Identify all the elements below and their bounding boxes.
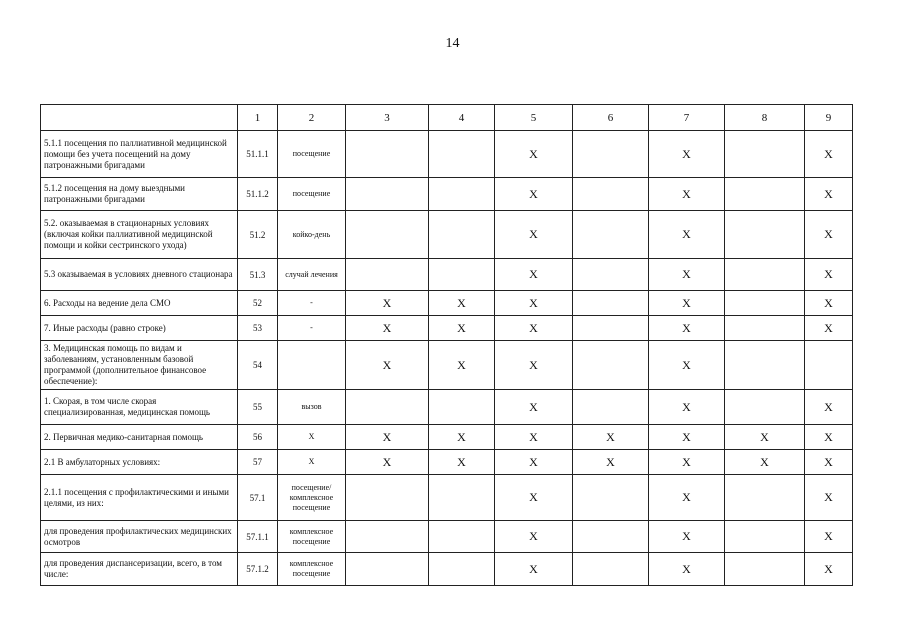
table-row (41, 316, 853, 341)
row-description: для проведения диспансеризации, всего, в том числе: (41, 553, 238, 586)
cell-col-6: X (573, 425, 649, 450)
cell-col-8 (725, 259, 805, 291)
table-row (41, 521, 853, 553)
row-unit: X (278, 425, 346, 450)
row-description: 5.1.1 посещения по паллиативной медицинской помощи без учета посещений на дому патронажными бригадами (41, 131, 238, 178)
cell-col-7: X (649, 553, 725, 586)
row-code: 56 (238, 425, 278, 450)
cell-col-5: X (495, 553, 573, 586)
row-code: 51.2 (238, 211, 278, 259)
cell-col-8 (725, 178, 805, 211)
cell-col-3 (346, 259, 429, 291)
table-row (41, 450, 853, 475)
header-cell-1: 1 (238, 105, 278, 131)
header-cell-9: 9 (805, 105, 853, 131)
cell-col-7: X (649, 341, 725, 390)
cell-col-4: X (429, 425, 495, 450)
cell-col-5: X (495, 131, 573, 178)
cell-col-8: X (725, 450, 805, 475)
cell-col-9: X (805, 450, 853, 475)
cell-col-4 (429, 178, 495, 211)
cell-col-7: X (649, 131, 725, 178)
row-description: 5.1.2 посещения на дому выездными патронажными бригадами (41, 178, 238, 211)
header-cell-desc (41, 105, 238, 131)
cell-col-5: X (495, 259, 573, 291)
cell-col-7: X (649, 211, 725, 259)
cell-col-7: X (649, 390, 725, 425)
table-row (41, 259, 853, 291)
row-unit: - (278, 316, 346, 341)
row-unit: посещение/ комплексное посещение (278, 475, 346, 521)
row-description: 5.3 оказываемая в условиях дневного стационара (41, 259, 238, 291)
cell-col-4 (429, 475, 495, 521)
header-cell-4: 4 (429, 105, 495, 131)
document-table (40, 104, 853, 586)
cell-col-6 (573, 211, 649, 259)
table-row (41, 475, 853, 521)
cell-col-5: X (495, 211, 573, 259)
table-row (41, 211, 853, 259)
cell-col-9: X (805, 425, 853, 450)
cell-col-4: X (429, 450, 495, 475)
cell-col-6 (573, 521, 649, 553)
cell-col-6 (573, 291, 649, 316)
row-unit: посещение (278, 178, 346, 211)
cell-col-9: X (805, 390, 853, 425)
cell-col-6 (573, 553, 649, 586)
cell-col-4 (429, 211, 495, 259)
row-code: 57 (238, 450, 278, 475)
table-row (41, 178, 853, 211)
cell-col-7: X (649, 178, 725, 211)
cell-col-3: X (346, 316, 429, 341)
cell-col-3 (346, 521, 429, 553)
cell-col-6: X (573, 450, 649, 475)
cell-col-6 (573, 390, 649, 425)
cell-col-8 (725, 316, 805, 341)
cell-col-9: X (805, 475, 853, 521)
cell-col-3 (346, 390, 429, 425)
cell-col-9: X (805, 553, 853, 586)
cell-col-8 (725, 475, 805, 521)
row-description: 5.2. оказываемая в стационарных условиях (включая койки паллиативной медицинской помощи и койки сестринского ухода) (41, 211, 238, 259)
row-description: 2. Первичная медико-санитарная помощь (41, 425, 238, 450)
cell-col-7: X (649, 259, 725, 291)
cell-col-5: X (495, 390, 573, 425)
row-description: 6. Расходы на ведение дела СМО (41, 291, 238, 316)
cell-col-8 (725, 553, 805, 586)
cell-col-8 (725, 131, 805, 178)
table-row (41, 425, 853, 450)
table-row (41, 341, 853, 390)
cell-col-6 (573, 475, 649, 521)
header-cell-6: 6 (573, 105, 649, 131)
cell-col-3: X (346, 450, 429, 475)
cell-col-4 (429, 131, 495, 178)
cell-col-3 (346, 211, 429, 259)
cell-col-7: X (649, 425, 725, 450)
row-code: 51.1.2 (238, 178, 278, 211)
cell-col-5: X (495, 521, 573, 553)
cell-col-5: X (495, 291, 573, 316)
cell-col-9: X (805, 291, 853, 316)
cell-col-4: X (429, 316, 495, 341)
cell-col-3: X (346, 425, 429, 450)
row-unit (278, 341, 346, 390)
cell-col-6 (573, 131, 649, 178)
row-unit: комплексное посещение (278, 553, 346, 586)
cell-col-4: X (429, 291, 495, 316)
cell-col-3 (346, 178, 429, 211)
cell-col-5: X (495, 450, 573, 475)
cell-col-6 (573, 341, 649, 390)
cell-col-8 (725, 390, 805, 425)
cell-col-8 (725, 521, 805, 553)
cell-col-6 (573, 178, 649, 211)
table-row (41, 553, 853, 586)
row-code: 53 (238, 316, 278, 341)
cell-col-4 (429, 553, 495, 586)
cell-col-9: X (805, 178, 853, 211)
row-unit: комплексное посещение (278, 521, 346, 553)
row-code: 52 (238, 291, 278, 316)
cell-col-3 (346, 131, 429, 178)
header-cell-5: 5 (495, 105, 573, 131)
cell-col-9: X (805, 521, 853, 553)
cell-col-7: X (649, 475, 725, 521)
cell-col-4: X (429, 341, 495, 390)
cell-col-3 (346, 475, 429, 521)
cell-col-9 (805, 341, 853, 390)
cell-col-5: X (495, 475, 573, 521)
row-description: 2.1 В амбулаторных условиях: (41, 450, 238, 475)
cell-col-7: X (649, 450, 725, 475)
cell-col-7: X (649, 316, 725, 341)
cell-col-4 (429, 521, 495, 553)
cell-col-3: X (346, 341, 429, 390)
table-row (41, 131, 853, 178)
row-unit: посещение (278, 131, 346, 178)
row-code: 51.3 (238, 259, 278, 291)
header-cell-8: 8 (725, 105, 805, 131)
cell-col-8 (725, 291, 805, 316)
header-cell-2: 2 (278, 105, 346, 131)
cell-col-4 (429, 259, 495, 291)
cell-col-9: X (805, 259, 853, 291)
header-cell-3: 3 (346, 105, 429, 131)
cell-col-9: X (805, 211, 853, 259)
row-code: 57.1.2 (238, 553, 278, 586)
row-unit: случай лечения (278, 259, 346, 291)
row-description: 1. Скорая, в том числе скорая специализированная, медицинская помощь (41, 390, 238, 425)
cell-col-5: X (495, 178, 573, 211)
cell-col-3: X (346, 291, 429, 316)
table-row (41, 390, 853, 425)
cell-col-8 (725, 341, 805, 390)
cell-col-6 (573, 316, 649, 341)
row-code: 51.1.1 (238, 131, 278, 178)
table-row (41, 291, 853, 316)
row-unit: X (278, 450, 346, 475)
cell-col-5: X (495, 316, 573, 341)
row-description: 3. Медицинская помощь по видам и заболеваниям, установленным базовой программой (дополнительное финансовое обеспечение): (41, 341, 238, 390)
row-unit: - (278, 291, 346, 316)
row-code: 54 (238, 341, 278, 390)
cell-col-6 (573, 259, 649, 291)
cell-col-7: X (649, 291, 725, 316)
cell-col-3 (346, 553, 429, 586)
cell-col-5: X (495, 341, 573, 390)
cell-col-9: X (805, 316, 853, 341)
row-code: 57.1.1 (238, 521, 278, 553)
header-cell-7: 7 (649, 105, 725, 131)
row-description: 2.1.1 посещения с профилактическими и иными целями, из них: (41, 475, 238, 521)
row-unit: койко-день (278, 211, 346, 259)
cell-col-5: X (495, 425, 573, 450)
row-description: для проведения профилактических медицинских осмотров (41, 521, 238, 553)
cell-col-7: X (649, 521, 725, 553)
row-unit: вызов (278, 390, 346, 425)
row-code: 57.1 (238, 475, 278, 521)
row-description: 7. Иные расходы (равно строке) (41, 316, 238, 341)
cell-col-8: X (725, 425, 805, 450)
row-code: 55 (238, 390, 278, 425)
cell-col-9: X (805, 131, 853, 178)
cell-col-4 (429, 390, 495, 425)
cell-col-8 (725, 211, 805, 259)
page-number: 14 (445, 36, 460, 51)
table-header-row (41, 105, 853, 131)
